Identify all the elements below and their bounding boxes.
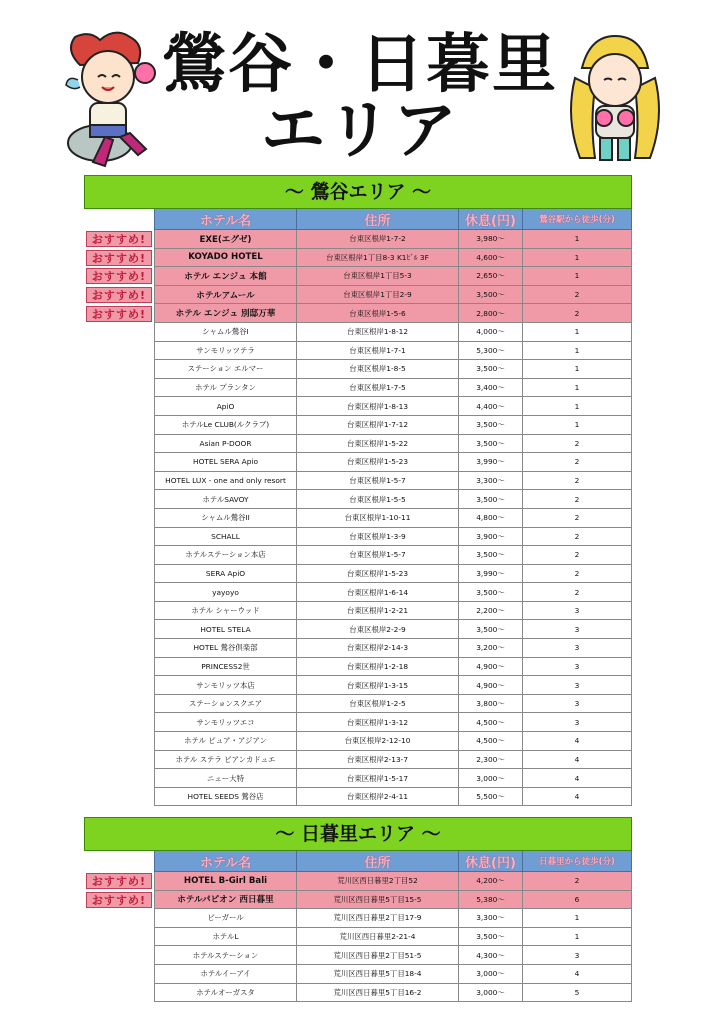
- hotel-walk-minutes: 2: [523, 286, 632, 305]
- hotel-address: 台東区根岸1-5-6: [297, 304, 459, 323]
- hotel-address: 台東区根岸1-5-23: [297, 453, 459, 472]
- recommended-badge: おすすめ!: [86, 268, 152, 284]
- table-row: [84, 751, 632, 770]
- table-row: [84, 928, 632, 947]
- hotel-walk-minutes: 3: [523, 639, 632, 658]
- hotel-walk-minutes: 6: [523, 891, 632, 910]
- hotel-address: 台東区根岸1丁目2-9: [297, 286, 459, 305]
- header-address: 住所: [297, 209, 459, 230]
- hotel-address: 台東区根岸1-2-5: [297, 695, 459, 714]
- hotel-address: 台東区根岸1-3-15: [297, 676, 459, 695]
- hotel-name: ホテル エンジュ 本館: [154, 267, 297, 286]
- hotel-price: 4,600～: [459, 249, 523, 268]
- table-row: [84, 620, 632, 639]
- table-row: [84, 602, 632, 621]
- hotel-price: 3,800～: [459, 695, 523, 714]
- badge-cell: [84, 602, 154, 621]
- hotel-price: 3,500～: [459, 583, 523, 602]
- hotel-walk-minutes: 4: [523, 769, 632, 788]
- hotel-walk-minutes: 2: [523, 583, 632, 602]
- header-spacer: [84, 209, 154, 230]
- badge-cell: [84, 249, 154, 268]
- hotel-address: 台東区根岸1-5-7: [297, 546, 459, 565]
- badge-cell: [84, 546, 154, 565]
- hotel-name: ビーガール: [154, 909, 297, 928]
- mascot-girl-blonde-icon: [560, 28, 670, 168]
- section-banner-nippori: ～ 日暮里エリア ～: [84, 817, 632, 851]
- hotel-address: 台東区根岸2-14-3: [297, 639, 459, 658]
- hotel-name: PRINCESS2世: [154, 658, 297, 677]
- badge-cell: [84, 230, 154, 249]
- hotel-address: 荒川区西日暮里5丁目16-2: [297, 984, 459, 1003]
- hotel-address: 台東区根岸1-8-12: [297, 323, 459, 342]
- table-row-recommended: [84, 872, 632, 891]
- table-row: [84, 397, 632, 416]
- recommended-badge: おすすめ!: [86, 250, 152, 266]
- header-rest: 休息(円): [459, 209, 523, 230]
- hotel-address: 台東区根岸1-7-1: [297, 342, 459, 361]
- table-row: [84, 453, 632, 472]
- hotel-address: 台東区根岸2-12-10: [297, 732, 459, 751]
- recommended-badge: おすすめ!: [86, 306, 152, 322]
- hotel-address: 台東区根岸1-2-18: [297, 658, 459, 677]
- badge-cell: [84, 267, 154, 286]
- hotel-name: HOTEL SERA Apio: [154, 453, 297, 472]
- hotel-name: HOTEL STELA: [154, 620, 297, 639]
- hotel-price: 3,500～: [459, 435, 523, 454]
- badge-cell: [84, 639, 154, 658]
- hotel-walk-minutes: 2: [523, 453, 632, 472]
- hotel-walk-minutes: 2: [523, 472, 632, 491]
- badge-cell: [84, 453, 154, 472]
- hotel-price: 2,200～: [459, 602, 523, 621]
- badge-cell: [84, 695, 154, 714]
- hotel-walk-minutes: 1: [523, 230, 632, 249]
- hotel-address: 台東区根岸1-5-7: [297, 472, 459, 491]
- hotel-name: ホテルSAVOY: [154, 490, 297, 509]
- hotel-name: シャムル鶯谷I: [154, 323, 297, 342]
- hotel-name: ホテルアムール: [154, 286, 297, 305]
- hotel-walk-minutes: 2: [523, 546, 632, 565]
- table-row: [84, 965, 632, 984]
- hotel-price: 2,650～: [459, 267, 523, 286]
- table-row: [84, 713, 632, 732]
- section-banner-uguisudani: ～ 鶯谷エリア ～: [84, 175, 632, 209]
- badge-cell: [84, 909, 154, 928]
- hotel-address: 台東区根岸1-6-14: [297, 583, 459, 602]
- badge-cell: [84, 928, 154, 947]
- hotel-price: 5,300～: [459, 342, 523, 361]
- hotel-address: 荒川区西日暮里5丁目15-5: [297, 891, 459, 910]
- table-row: [84, 528, 632, 547]
- hotel-price: 2,800～: [459, 304, 523, 323]
- hotel-name: HOTEL B-Girl Bali: [154, 872, 297, 891]
- badge-cell: [84, 620, 154, 639]
- recommended-badge: おすすめ!: [86, 287, 152, 303]
- hotel-price: 3,980～: [459, 230, 523, 249]
- table-row: [84, 909, 632, 928]
- hotel-table-nippori: [84, 851, 632, 1002]
- hotel-name: ホテルL: [154, 928, 297, 947]
- table-row: [84, 658, 632, 677]
- badge-cell: [84, 342, 154, 361]
- hotel-address: 台東区根岸1-7-12: [297, 416, 459, 435]
- page-subtitle: エリア: [261, 94, 459, 168]
- badge-cell: [84, 713, 154, 732]
- table-header: [84, 851, 632, 872]
- hotel-price: 3,300～: [459, 472, 523, 491]
- hotel-name: ホテルLe CLUB(ルクラブ): [154, 416, 297, 435]
- badge-cell: [84, 416, 154, 435]
- hotel-address: 台東区根岸1-8-13: [297, 397, 459, 416]
- hotel-name: SCHALL: [154, 528, 297, 547]
- table-row: [84, 472, 632, 491]
- hotel-address: 台東区根岸1-7-2: [297, 230, 459, 249]
- badge-cell: [84, 676, 154, 695]
- hotel-name: ホテル プランタン: [154, 379, 297, 398]
- table-row: [84, 676, 632, 695]
- badge-cell: [84, 658, 154, 677]
- hotel-price: 3,500～: [459, 416, 523, 435]
- table-row: [84, 379, 632, 398]
- hotel-price: 3,300～: [459, 909, 523, 928]
- hotel-address: 台東区根岸1-5-17: [297, 769, 459, 788]
- badge-cell: [84, 965, 154, 984]
- hotel-address: 台東区根岸1-5-5: [297, 490, 459, 509]
- header-name: ホテル名: [154, 209, 297, 230]
- hotel-address: 台東区根岸1-8-5: [297, 360, 459, 379]
- table-row: [84, 732, 632, 751]
- hotel-name: ホテル シャーウッド: [154, 602, 297, 621]
- hotel-name: SERA ApiO: [154, 565, 297, 584]
- badge-cell: [84, 732, 154, 751]
- badge-cell: [84, 379, 154, 398]
- table-row: [84, 769, 632, 788]
- badge-cell: [84, 286, 154, 305]
- hotel-walk-minutes: 2: [523, 565, 632, 584]
- hotel-name: サンモリッツ本店: [154, 676, 297, 695]
- hotel-address: 荒川区西日暮里2丁目52: [297, 872, 459, 891]
- hotel-price: 3,000～: [459, 965, 523, 984]
- table-row: [84, 435, 632, 454]
- hotel-name: ステーションスクエア: [154, 695, 297, 714]
- hotel-name: ホテル エンジュ 別邸万華: [154, 304, 297, 323]
- table-row: [84, 946, 632, 965]
- hotel-name: シャムル鶯谷II: [154, 509, 297, 528]
- table-row: [84, 323, 632, 342]
- hotel-address: 台東区根岸1-7-5: [297, 379, 459, 398]
- hotel-name: サンモリッツテラ: [154, 342, 297, 361]
- hotel-walk-minutes: 3: [523, 602, 632, 621]
- hotel-price: 4,000～: [459, 323, 523, 342]
- hotel-address: 荒川区西日暮里2丁目51-5: [297, 946, 459, 965]
- hotel-walk-minutes: 1: [523, 416, 632, 435]
- hotel-price: 4,900～: [459, 658, 523, 677]
- recommended-badge: おすすめ!: [86, 892, 152, 908]
- hotel-address: 台東区根岸1-10-11: [297, 509, 459, 528]
- hotel-walk-minutes: 1: [523, 342, 632, 361]
- hotel-walk-minutes: 3: [523, 620, 632, 639]
- hotel-walk-minutes: 3: [523, 713, 632, 732]
- hotel-walk-minutes: 3: [523, 658, 632, 677]
- table-row: [84, 695, 632, 714]
- hotel-walk-minutes: 2: [523, 509, 632, 528]
- badge-cell: [84, 323, 154, 342]
- hotel-price: 4,300～: [459, 946, 523, 965]
- hotel-address: 台東区根岸1-3-12: [297, 713, 459, 732]
- badge-cell: [84, 583, 154, 602]
- hotel-name: HOTEL SEEDS 鶯谷店: [154, 788, 297, 807]
- table-row: [84, 342, 632, 361]
- table-row: [84, 360, 632, 379]
- hotel-address: 台東区根岸1-3-9: [297, 528, 459, 547]
- hotel-price: 3,500～: [459, 286, 523, 305]
- badge-cell: [84, 984, 154, 1003]
- hotel-price: 3,900～: [459, 528, 523, 547]
- table-row-recommended: [84, 304, 632, 323]
- badge-cell: [84, 528, 154, 547]
- hotel-walk-minutes: 1: [523, 323, 632, 342]
- hotel-price: 4,200～: [459, 872, 523, 891]
- table-row: [84, 583, 632, 602]
- hotel-price: 4,500～: [459, 732, 523, 751]
- hotel-name: ApiO: [154, 397, 297, 416]
- hotel-walk-minutes: 3: [523, 695, 632, 714]
- mascot-girl-red-icon: [60, 25, 170, 170]
- table-row: [84, 546, 632, 565]
- badge-cell: [84, 751, 154, 770]
- hotel-walk-minutes: 2: [523, 304, 632, 323]
- table-row: [84, 788, 632, 807]
- hotel-name: ステーション エルマー: [154, 360, 297, 379]
- badge-cell: [84, 769, 154, 788]
- header-rest: 休息(円): [459, 851, 523, 872]
- hotel-name: HOTEL 鶯谷倶楽部: [154, 639, 297, 658]
- hotel-address: 台東区根岸1-5-22: [297, 435, 459, 454]
- hotel-name: サンモリッツエコ: [154, 713, 297, 732]
- hotel-name: ホテルイーアイ: [154, 965, 297, 984]
- table-row-recommended: [84, 267, 632, 286]
- hotel-address: 荒川区西日暮里5丁目18-4: [297, 965, 459, 984]
- table-row-recommended: [84, 230, 632, 249]
- hotel-name: KOYADO HOTEL: [154, 249, 297, 268]
- badge-cell: [84, 304, 154, 323]
- hotel-walk-minutes: 1: [523, 267, 632, 286]
- hotel-address: 台東区根岸2-13-7: [297, 751, 459, 770]
- badge-cell: [84, 872, 154, 891]
- hotel-walk-minutes: 2: [523, 490, 632, 509]
- hotel-walk-minutes: 1: [523, 909, 632, 928]
- hotel-price: 3,500～: [459, 490, 523, 509]
- hotel-name: ホテルパピオン 西日暮里: [154, 891, 297, 910]
- table-row-recommended: [84, 891, 632, 910]
- hotel-name: ホテルステーション本店: [154, 546, 297, 565]
- badge-cell: [84, 565, 154, 584]
- badge-cell: [84, 788, 154, 807]
- header-name: ホテル名: [154, 851, 297, 872]
- hotel-price: 4,500～: [459, 713, 523, 732]
- hotel-price: 5,380～: [459, 891, 523, 910]
- hotel-price: 4,900～: [459, 676, 523, 695]
- hotel-table-uguisudani: [84, 209, 632, 806]
- hotel-address: 台東区根岸1-2-21: [297, 602, 459, 621]
- hotel-price: 3,000～: [459, 984, 523, 1003]
- hotel-name: ホテル ピュア・アジアン: [154, 732, 297, 751]
- hotel-price: 3,990～: [459, 453, 523, 472]
- hotel-price: 3,200～: [459, 639, 523, 658]
- header-walk: 日暮里から徒歩(分): [523, 851, 632, 872]
- badge-cell: [84, 360, 154, 379]
- table-row: [84, 639, 632, 658]
- hotel-price: 3,500～: [459, 928, 523, 947]
- hotel-walk-minutes: 1: [523, 397, 632, 416]
- hotel-price: 4,800～: [459, 509, 523, 528]
- table-row: [84, 509, 632, 528]
- hotel-name: ホテルオーガスタ: [154, 984, 297, 1003]
- hotel-walk-minutes: 4: [523, 965, 632, 984]
- badge-cell: [84, 946, 154, 965]
- hotel-walk-minutes: 2: [523, 872, 632, 891]
- hotel-price: 3,500～: [459, 546, 523, 565]
- hotel-address: 台東区根岸1-5-23: [297, 565, 459, 584]
- hotel-price: 3,000～: [459, 769, 523, 788]
- table-row: [84, 984, 632, 1003]
- hotel-walk-minutes: 1: [523, 928, 632, 947]
- hotel-walk-minutes: 5: [523, 984, 632, 1003]
- hotel-walk-minutes: 3: [523, 676, 632, 695]
- badge-cell: [84, 490, 154, 509]
- header-spacer: [84, 851, 154, 872]
- hotel-price: 4,400～: [459, 397, 523, 416]
- hotel-address: 荒川区西日暮里2丁目17-9: [297, 909, 459, 928]
- hotel-address: 荒川区西日暮里2-21-4: [297, 928, 459, 947]
- hotel-walk-minutes: 1: [523, 249, 632, 268]
- hotel-name: HOTEL LUX - one and only resort: [154, 472, 297, 491]
- hotel-walk-minutes: 4: [523, 732, 632, 751]
- hotel-name: ホテルステーション: [154, 946, 297, 965]
- badge-cell: [84, 891, 154, 910]
- hotel-walk-minutes: 2: [523, 528, 632, 547]
- hotel-name: ホテル ステラ ビアンカドュエ: [154, 751, 297, 770]
- table-row: [84, 416, 632, 435]
- badge-cell: [84, 472, 154, 491]
- hotel-name: yayoyo: [154, 583, 297, 602]
- table-row-recommended: [84, 286, 632, 305]
- hotel-address: 台東区根岸2-2-9: [297, 620, 459, 639]
- hotel-price: 3,500～: [459, 360, 523, 379]
- hotel-walk-minutes: 2: [523, 435, 632, 454]
- table-header: [84, 209, 632, 230]
- table-row: [84, 490, 632, 509]
- hotel-walk-minutes: 4: [523, 788, 632, 807]
- hotel-walk-minutes: 1: [523, 360, 632, 379]
- hotel-price: 2,300～: [459, 751, 523, 770]
- badge-cell: [84, 435, 154, 454]
- hotel-price: 3,400～: [459, 379, 523, 398]
- table-row: [84, 565, 632, 584]
- hotel-price: 3,990～: [459, 565, 523, 584]
- header-address: 住所: [297, 851, 459, 872]
- hotel-price: 3,500～: [459, 620, 523, 639]
- hotel-walk-minutes: 4: [523, 751, 632, 770]
- hotel-name: Asian P-DOOR: [154, 435, 297, 454]
- hotel-name: ニュー大特: [154, 769, 297, 788]
- hotel-address: 台東区根岸2-4-11: [297, 788, 459, 807]
- table-row-recommended: [84, 249, 632, 268]
- hotel-name: EXE(エグゼ): [154, 230, 297, 249]
- header-walk: 鶯谷駅から徒歩(分): [523, 209, 632, 230]
- hotel-address: 台東区根岸1丁目5-3: [297, 267, 459, 286]
- hotel-walk-minutes: 1: [523, 379, 632, 398]
- recommended-badge: おすすめ!: [86, 873, 152, 889]
- recommended-badge: おすすめ!: [86, 231, 152, 247]
- badge-cell: [84, 509, 154, 528]
- page-title: 鶯谷・日暮里: [162, 28, 558, 102]
- badge-cell: [84, 397, 154, 416]
- hotel-walk-minutes: 3: [523, 946, 632, 965]
- hotel-address: 台東区根岸1丁目8-3 K1ﾋﾞﾙ 3F: [297, 249, 459, 268]
- hotel-price: 5,500～: [459, 788, 523, 807]
